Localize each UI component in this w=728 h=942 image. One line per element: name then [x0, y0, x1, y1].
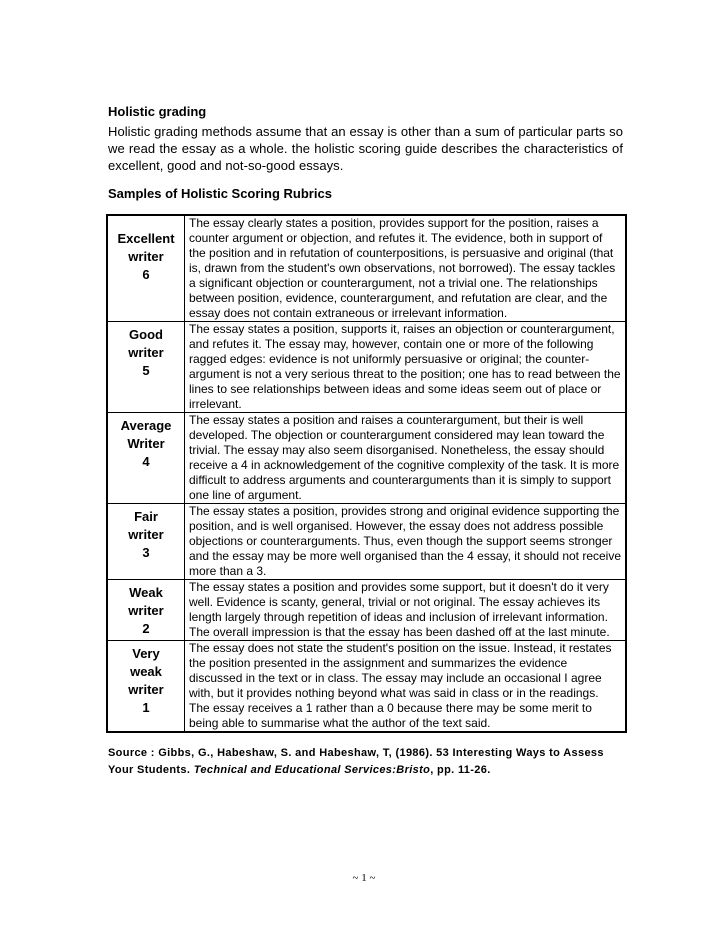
- grade-label: Fair: [134, 509, 158, 524]
- rubric-description: The essay clearly states a position, provides support for the position, raises a counter argument or objection, and refutes it. The evidence, both in support of the position and in refutation of counterpositions, is persuasive and original (that is, drawn from the student's own observations, not borrowed). The essay tackles a significant objection or counterargument, not a trivial one. The relationships between position, evidence, counterargument, and refutation are clear, and the essay does not contain extraneous or irrelevant information.: [185, 215, 627, 322]
- grade-score: 5: [142, 363, 150, 378]
- grade-score: 1: [142, 700, 150, 715]
- rubric-description: The essay states a position and raises a counterargument, but their is well developed. The objection or counterargument considered may lean toward the trivial. The essay may also seem disorganised. Nonetheless, the essay should receive a 4 in acknowledgement of the cognitive complexity of the task. It is more difficult to address arguments and counterarguments than it is simply to support one line of argument.: [185, 413, 627, 504]
- rubric-description: The essay does not state the student's position on the issue. Instead, it restates the position presented in the assignment and summarizes the evidence discussed in the text or in class. The essay may include an occasional I agree with, but it provides nothing beyond what was said in class or in the readings. The essay receives a 1 rather than a 0 because there may be some merit to being able to summarise what the author of the text said.: [185, 641, 627, 733]
- grade-cell: [107, 641, 185, 733]
- intro-paragraph: Holistic grading methods assume that an essay is other than a sum of particular parts so we read the essay as a whole. the holistic scoring guide describes the characteristics of excellent, good and not-so-good essays.: [108, 124, 623, 173]
- grade-label: Excellent: [117, 231, 175, 246]
- page-number: ~ 1 ~: [352, 872, 376, 884]
- grade-cell: [107, 215, 185, 322]
- source-suffix: , pp. 11-26.: [430, 764, 491, 776]
- rubric-row: [107, 504, 626, 580]
- rubric-description: The essay states a position and provides some support, but it doesn't do it very well. Evidence is scanty, general, trivial or not original. The essay achieves its length largely through repetition of ideas and inclusion of irrelevant information. The overall impression is that the essay has been dashed off at the last minute.: [185, 580, 627, 641]
- source-publisher: Technical and Educational Services:Bristo: [193, 764, 431, 776]
- rubric-table: [106, 214, 627, 733]
- grade-label: writer: [128, 345, 164, 360]
- grade-cell: [107, 504, 185, 580]
- rubric-description: The essay states a position, provides strong and original evidence supporting the position, and is well organised. However, the essay does not address possible objections or counterarguments. Thus, even though the support seems stronger and the essay may be more well organised than the 4 essay, it should not receive more than a 3.: [185, 504, 627, 580]
- grade-label: Good: [129, 327, 163, 342]
- rubric-row: [107, 641, 626, 733]
- grade-label: weak: [130, 664, 162, 679]
- rubric-row: [107, 580, 626, 641]
- source-citation: [108, 745, 623, 779]
- grade-cell: [107, 580, 185, 641]
- rubric-title: Samples of Holistic Scoring Rubrics: [108, 186, 332, 201]
- grade-label: writer: [128, 249, 164, 264]
- grade-label: Weak: [129, 585, 163, 600]
- grade-label: Writer: [127, 436, 165, 451]
- rubric-row: [107, 322, 626, 413]
- grade-label: Very: [132, 646, 160, 661]
- rubric-row: [107, 215, 626, 322]
- rubric-description: The essay states a position, supports it, raises an objection or counterargument, and refutes it. The essay may, however, contain one or more of the following ragged edges: evidence is not uniformly persuasive or original; the counter-argument is not a very serious threat to the position; one has to read between the lines to see relationships between ideas and some ideas seem out of place or irrelevant.: [185, 322, 627, 413]
- section-title: Holistic grading: [108, 104, 207, 119]
- document-page: [108, 104, 623, 779]
- grade-cell: [107, 413, 185, 504]
- grade-score: 2: [142, 621, 150, 636]
- grade-score: 3: [142, 545, 150, 560]
- grade-cell: [107, 322, 185, 413]
- grade-label: writer: [128, 682, 164, 697]
- rubric-row: [107, 413, 626, 504]
- grade-score: 4: [142, 454, 150, 469]
- grade-score: 6: [142, 267, 150, 282]
- source-prefix: Source : Gibbs, G., Habeshaw, S. and Habeshaw, T, (1986). 53 Interesting Ways to Assess Your Students.: [108, 747, 604, 776]
- grade-label: Average: [120, 418, 172, 433]
- grade-label: writer: [128, 603, 164, 618]
- grade-label: writer: [128, 527, 164, 542]
